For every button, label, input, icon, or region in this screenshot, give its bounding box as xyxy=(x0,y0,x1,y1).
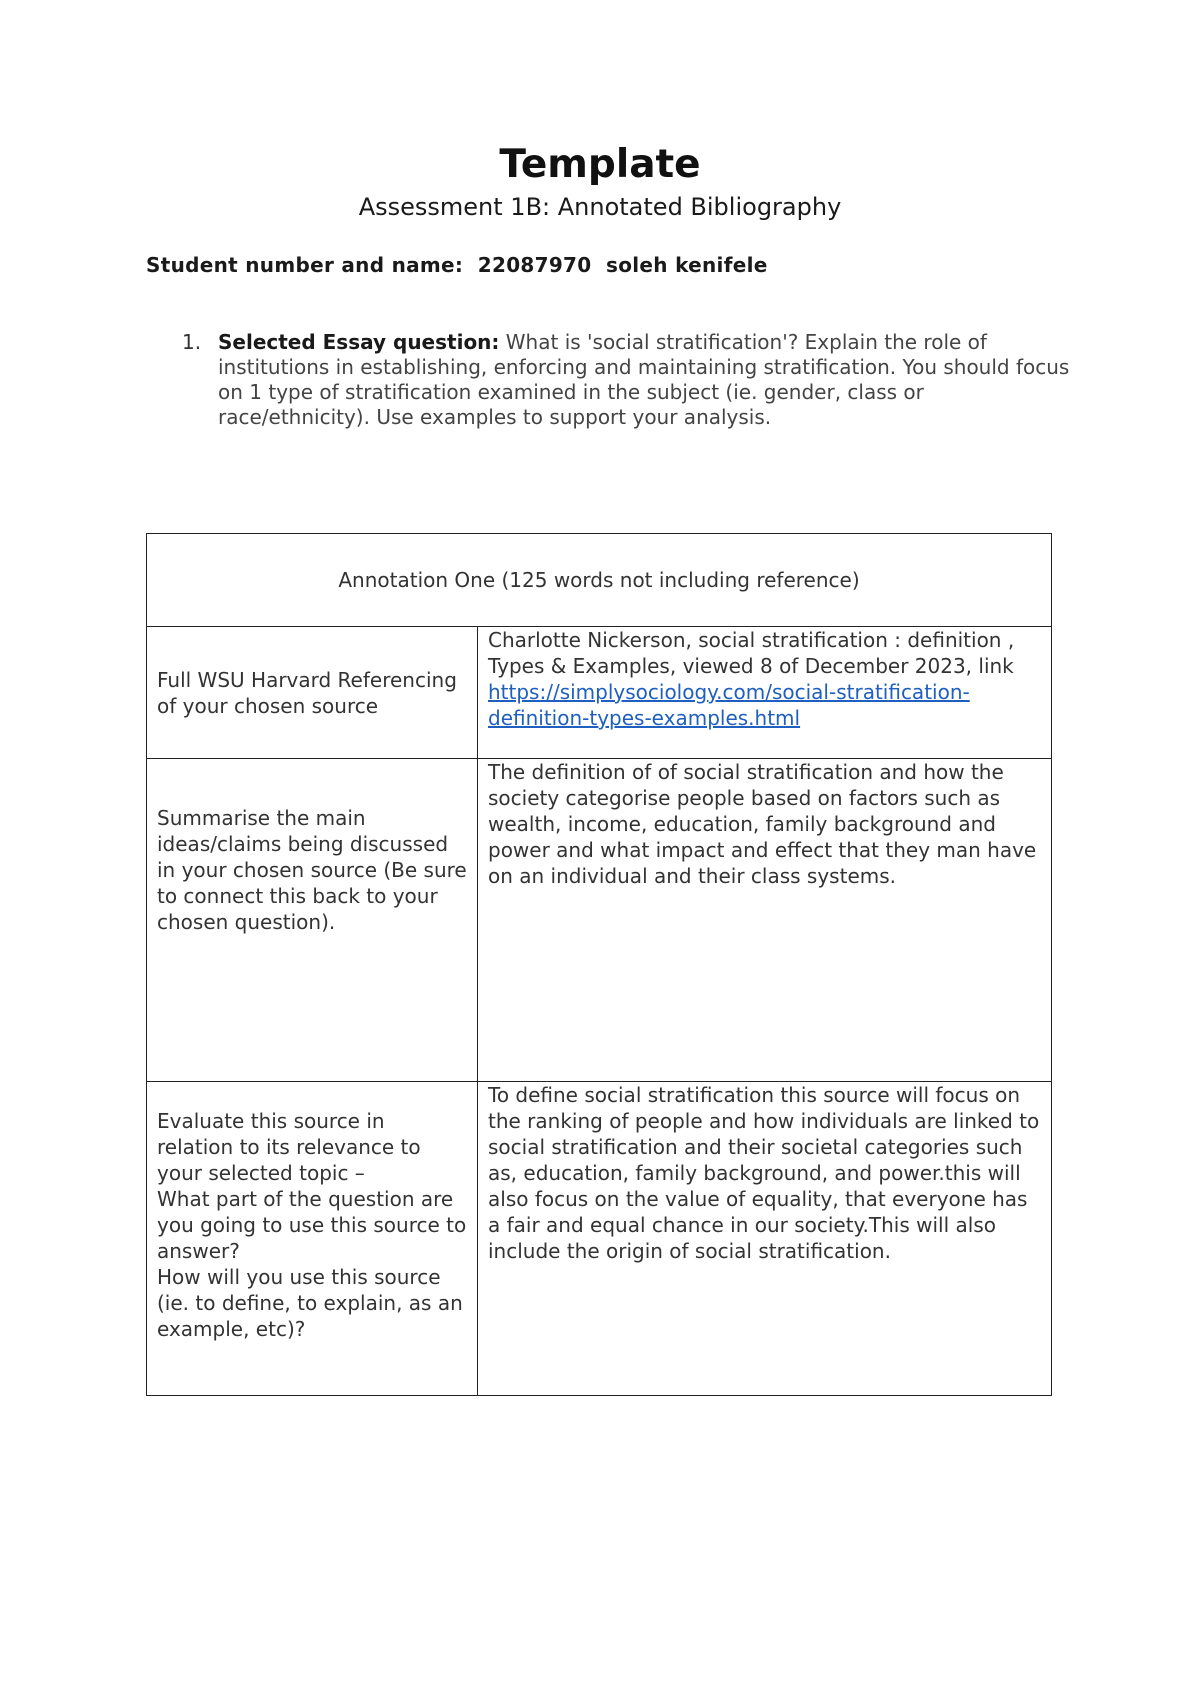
table-row xyxy=(147,627,1052,759)
document-subtitle: Assessment 1B: Annotated Bibliography xyxy=(358,193,842,221)
question-label: Selected Essay question: xyxy=(218,330,500,354)
evaluate-label-cell xyxy=(147,1082,478,1396)
annotation-table xyxy=(146,533,1052,1396)
reference-cell xyxy=(478,627,1052,759)
evaluate-text: To define social stratification this source will focus on the ranking of people and how individuals are linked to social stratification and their societal categories such as, education, family background, and power.this will also focus on the value of equality, that everyone has a fair and equal chance in our society.This will also include the origin of social stratification. xyxy=(478,1082,1052,1396)
reference-label: Full WSU Harvard Referencing of your chosen source xyxy=(147,627,478,759)
reference-link[interactable]: https://simplysociology.com/social-stratification-definition-types-examples.html xyxy=(488,680,970,730)
summary-label: Summarise the main ideas/claims being discussed in your chosen source (Be sure to connect this back to your chosen question). xyxy=(147,759,478,1082)
evaluate-label-usage: How will you use this source (ie. to define, to explain, as an example, etc)? xyxy=(157,1265,463,1341)
table-header-row xyxy=(147,534,1052,627)
table-row xyxy=(147,1082,1052,1396)
annotation-header: Annotation One (125 words not including reference) xyxy=(147,534,1052,627)
document-title: Template xyxy=(499,142,701,187)
student-label: Student number and name: xyxy=(146,253,464,277)
question-text: What is 'social stratification'? Explain the role of institutions in establishing, enforcing and maintaining stratification. You should focus on 1 type of stratification examined in the subject (ie. gender, class or race/ethnicity). Use examples to support your analysis. xyxy=(218,330,1070,429)
summary-text: The definition of of social stratification and how the society categorise people based on factors such as wealth, income, education, family background and power and what impact and effect that they man have on an individual and their class systems. xyxy=(478,759,1052,1082)
reference-text: Charlotte Nickerson, social stratification : definition , Types & Examples, viewed 8 of December 2023, link xyxy=(488,628,1015,678)
evaluate-label-question-part: What part of the question are you going to use this source to answer? xyxy=(157,1187,467,1263)
question-number: 1. xyxy=(182,330,202,354)
student-line xyxy=(146,252,768,278)
student-value: 22087970 soleh kenifele xyxy=(477,253,768,277)
table-row xyxy=(147,759,1052,1082)
evaluate-label-relevance: Evaluate this source in relation to its relevance to your selected topic – xyxy=(157,1109,421,1185)
essay-question xyxy=(182,330,1072,430)
